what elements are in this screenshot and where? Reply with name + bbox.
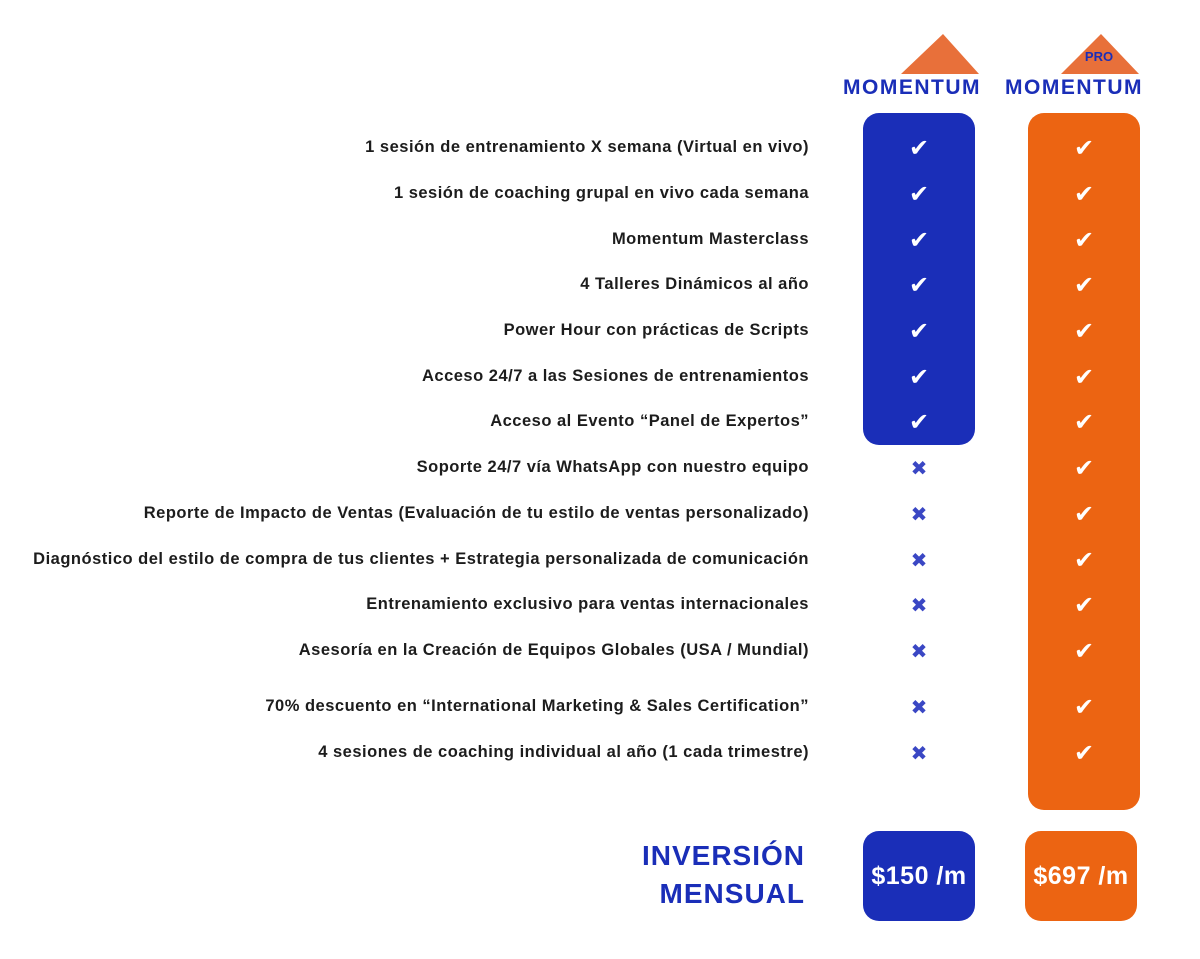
price-basic[interactable]: $150 /m [863, 831, 975, 921]
cross-icon: ✖ [910, 595, 928, 617]
check-icon: ✔ [908, 272, 930, 299]
check-icon: ✔ [1073, 740, 1095, 767]
feature-label: Acceso 24/7 a las Sesiones de entrenamientos [421, 367, 809, 385]
feature-label: Diagnóstico del estilo de compra de tus clientes + Estrategia personalizada de comunicación [33, 550, 809, 568]
investment-line2: MENSUAL [659, 878, 805, 909]
check-icon: ✔ [1073, 318, 1095, 345]
check-icon: ✔ [1073, 409, 1095, 436]
check-icon: ✔ [1073, 364, 1095, 391]
logo-wordmark: MOMENTUM [843, 76, 981, 99]
feature-label: Acceso al Evento “Panel de Expertos” [490, 412, 809, 430]
investment-line1: INVERSIÓN [641, 840, 805, 871]
logo-momentum [843, 30, 979, 100]
check-icon: ✔ [1073, 272, 1095, 299]
cross-icon: ✖ [910, 458, 928, 480]
check-icon: ✔ [1073, 455, 1095, 482]
check-icon: ✔ [908, 318, 930, 345]
feature-label: 1 sesión de entrenamiento X semana (Virtual en vivo) [365, 138, 809, 156]
check-icon: ✔ [908, 181, 930, 208]
check-icon: ✔ [1073, 694, 1095, 721]
logo-wordmark: MOMENTUM [1005, 76, 1143, 99]
cross-icon: ✖ [910, 550, 928, 572]
pro-tag: PRO [1084, 49, 1114, 64]
check-icon: ✔ [1073, 181, 1095, 208]
cross-icon: ✖ [910, 504, 928, 526]
check-icon: ✔ [1073, 547, 1095, 574]
check-icon: ✔ [1073, 638, 1095, 665]
check-icon: ✔ [908, 364, 930, 391]
feature-label: 4 sesiones de coaching individual al año (1 cada trimestre) [318, 743, 809, 761]
check-icon: ✔ [908, 135, 930, 162]
check-icon: ✔ [908, 227, 930, 254]
investment-label [642, 837, 805, 913]
feature-label: 70% descuento en “International Marketing & Sales Certification” [265, 697, 809, 715]
check-icon: ✔ [1073, 592, 1095, 619]
feature-label: Asesoría en la Creación de Equipos Globales (USA / Mundial) [298, 641, 809, 659]
check-icon: ✔ [1073, 501, 1095, 528]
feature-label: Momentum Masterclass [611, 230, 809, 248]
cross-icon: ✖ [910, 697, 928, 719]
check-icon: ✔ [1073, 227, 1095, 254]
cross-icon: ✖ [910, 743, 928, 765]
feature-label: 1 sesión de coaching grupal en vivo cada semana [393, 184, 809, 202]
check-icon: ✔ [1073, 135, 1095, 162]
logo-momentum-pro [1005, 30, 1141, 100]
feature-label: Power Hour con prácticas de Scripts [503, 321, 809, 339]
feature-label: Entrenamiento exclusivo para ventas internacionales [366, 595, 809, 613]
price-pro[interactable]: $697 /m [1025, 831, 1137, 921]
feature-label: 4 Talleres Dinámicos al año [580, 275, 809, 293]
check-icon: ✔ [908, 409, 930, 436]
feature-label: Soporte 24/7 vía WhatsApp con nuestro equipo [416, 458, 809, 476]
feature-label: Reporte de Impacto de Ventas (Evaluación de tu estilo de ventas personalizado) [143, 504, 809, 522]
cross-icon: ✖ [910, 641, 928, 663]
